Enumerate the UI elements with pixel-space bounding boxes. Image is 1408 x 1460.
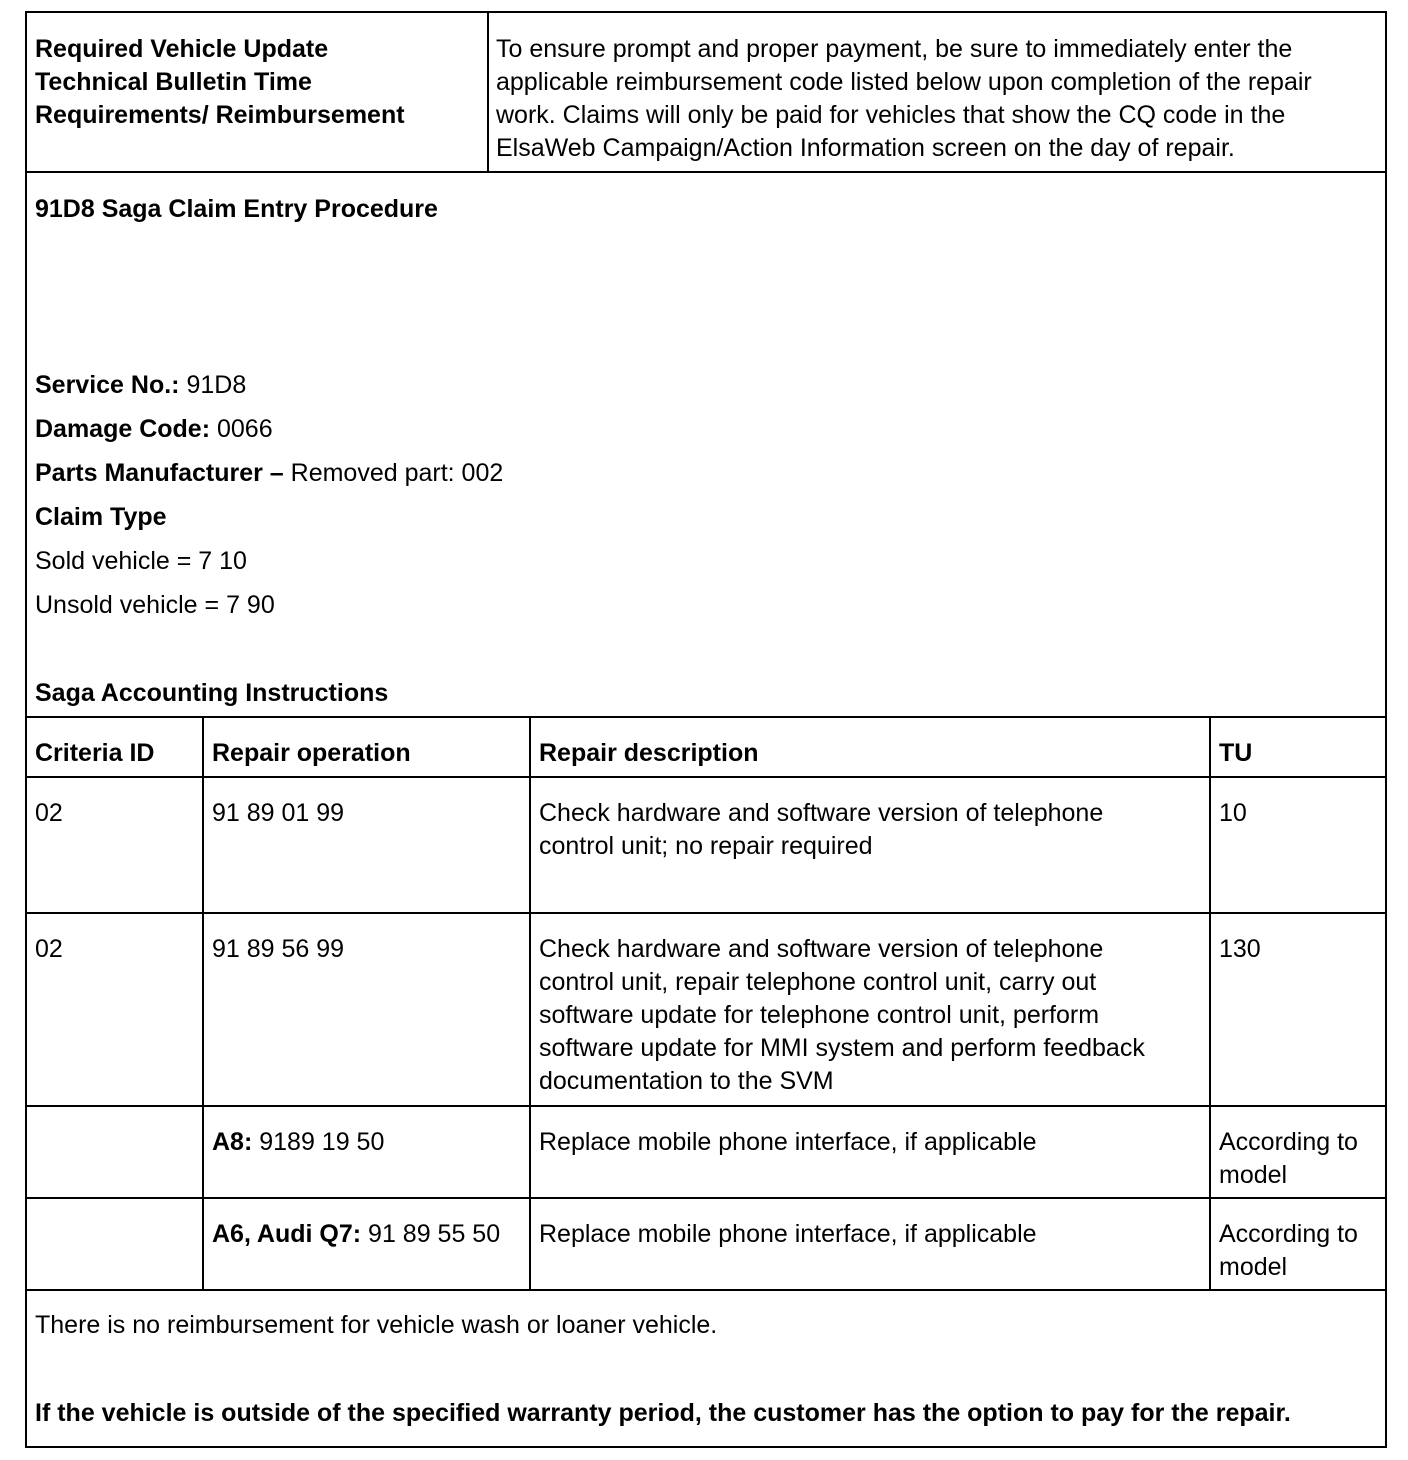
description-line: Check hardware and software version of telephone	[539, 935, 1104, 963]
description-line: control unit, repair telephone control unit, carry out	[539, 968, 1097, 996]
repair-operation-value: 91 89 55 50	[361, 1220, 501, 1248]
tu-line: 130	[1219, 935, 1261, 963]
repair-description-cell	[530, 777, 1210, 913]
repair-operation-cell	[203, 1106, 530, 1198]
header-divider	[27, 171, 1385, 173]
damage-code-label: Damage Code:	[35, 415, 211, 443]
header-note-line: applicable reimbursement code listed below upon completion of the repair	[496, 68, 1312, 96]
repair-operation-cell	[203, 1198, 530, 1290]
no-reimbursement-note: There is no reimbursement for vehicle wash or loaner vehicle.	[35, 1311, 718, 1339]
claim-type-label: Claim Type	[35, 503, 167, 531]
description-line: software update for MMI system and perform feedback	[539, 1034, 1145, 1062]
damage-code	[35, 413, 273, 446]
col-header-criteria-id: Criteria ID	[27, 717, 203, 777]
parts-manufacturer-value: Removed part: 002	[283, 459, 504, 487]
table-row	[27, 1198, 1385, 1290]
repair-description-cell	[530, 913, 1210, 1106]
description-line: Replace mobile phone interface, if applicable	[539, 1220, 1037, 1248]
repair-operation-value: 91 89 01 99	[212, 799, 345, 827]
repair-description-cell	[530, 1198, 1210, 1290]
header-note-line: ElsaWeb Campaign/Action Information screen on the day of repair.	[496, 134, 1235, 162]
unsold-vehicle: Unsold vehicle = 7 90	[35, 591, 275, 619]
repair-operation-prefix: A8:	[212, 1128, 253, 1156]
header-row	[27, 13, 1385, 173]
criteria-id-cell: 02	[27, 913, 203, 1106]
bulletin-page	[25, 11, 1387, 1448]
description-line: documentation to the SVM	[539, 1067, 834, 1095]
sold-vehicle: Sold vehicle = 7 10	[35, 547, 247, 575]
col-header-repair-description: Repair description	[530, 717, 1210, 777]
tu-cell	[1210, 1106, 1385, 1198]
accounting-table	[27, 716, 1385, 1291]
service-no	[35, 369, 246, 402]
header-title-line: Technical Bulletin Time	[35, 68, 312, 96]
table-row	[27, 1106, 1385, 1198]
col-header-tu: TU	[1210, 717, 1385, 777]
tu-cell	[1210, 777, 1385, 913]
repair-operation-value: 91 89 56 99	[212, 935, 345, 963]
repair-operation-cell	[203, 913, 530, 1106]
service-no-value: 91D8	[179, 371, 247, 399]
header-note-line: To ensure prompt and proper payment, be sure to immediately enter the	[496, 35, 1293, 63]
table-row	[27, 777, 1385, 913]
tu-cell	[1210, 913, 1385, 1106]
tu-cell	[1210, 1198, 1385, 1290]
header-note-line: work. Claims will only be paid for vehicles that show the CQ code in the	[496, 101, 1286, 129]
tu-line: According to	[1219, 1220, 1358, 1248]
tu-line: model	[1219, 1253, 1288, 1281]
criteria-id-cell: 02	[27, 777, 203, 913]
header-title	[27, 13, 487, 173]
parts-manufacturer-label: Parts Manufacturer –	[35, 459, 284, 487]
criteria-id-cell	[27, 1106, 203, 1198]
criteria-id-cell	[27, 1198, 203, 1290]
warranty-note: If the vehicle is outside of the specified warranty period, the customer has the option to pay for the repair.	[35, 1399, 1291, 1427]
accounting-title: Saga Accounting Instructions	[35, 679, 389, 707]
repair-description-cell	[530, 1106, 1210, 1198]
description-line: software update for telephone control unit, perform	[539, 1001, 1100, 1029]
description-line: Replace mobile phone interface, if applicable	[539, 1128, 1037, 1156]
description-line: control unit; no repair required	[539, 832, 873, 860]
header-payment-note	[487, 13, 1385, 173]
table-header-row	[27, 717, 1385, 777]
repair-operation-value: 9189 19 50	[252, 1128, 385, 1156]
col-header-repair-operation: Repair operation	[203, 717, 530, 777]
repair-operation-prefix: A6, Audi Q7:	[212, 1220, 362, 1248]
repair-operation-cell	[203, 777, 530, 913]
description-line: Check hardware and software version of telephone	[539, 799, 1104, 827]
damage-code-value: 0066	[210, 415, 273, 443]
parts-manufacturer	[35, 457, 503, 490]
tu-line: 10	[1219, 799, 1247, 827]
service-no-label: Service No.:	[35, 371, 180, 399]
header-title-line: Required Vehicle Update	[35, 35, 329, 63]
procedure-title: 91D8 Saga Claim Entry Procedure	[35, 195, 438, 223]
tu-line: model	[1219, 1161, 1288, 1189]
table-row	[27, 913, 1385, 1106]
header-title-line: Requirements/ Reimbursement	[35, 101, 405, 129]
tu-line: According to	[1219, 1128, 1358, 1156]
